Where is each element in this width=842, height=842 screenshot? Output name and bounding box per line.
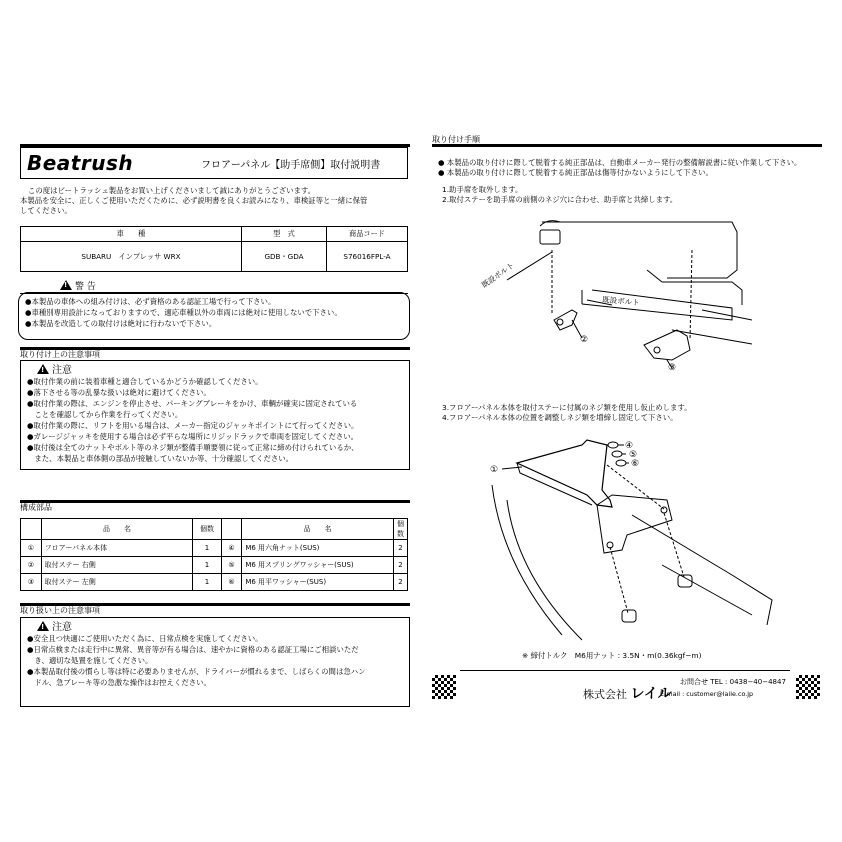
contact-email: E-mail : customer@laile.co.jp bbox=[660, 690, 754, 698]
part-qty: 1 bbox=[193, 540, 221, 557]
parts-header-qty: 個数 bbox=[394, 519, 408, 540]
company-prefix: 株式会社 bbox=[583, 688, 627, 701]
caution-item: ●取付作業の際に、リフトを用いる場合は、メーカー指定のジャッキポイントにて行ってください。 bbox=[27, 421, 359, 430]
section-rule bbox=[20, 500, 410, 503]
install-notes-title: 取り付け上の注意事項 bbox=[20, 350, 100, 359]
caution-item: ●安全且つ快適にご使用いただく為に、日常点検を実施してください。 bbox=[27, 634, 263, 643]
vehicle-header: 車 種 bbox=[21, 227, 242, 242]
part-qty: 2 bbox=[394, 557, 408, 574]
part-number: ⑥ bbox=[221, 574, 242, 591]
contact-tel: お問合せ TEL : 0438−40−4847 bbox=[680, 678, 786, 686]
caution-item: ●落下させる等の乱暴な扱いは絶対に避けてください。 bbox=[27, 388, 211, 397]
intro-line: この度はビートラッシュ製品をお買い上げくださいまして誠にありがとうございます。 bbox=[28, 186, 316, 195]
step-2: 2.取付ステーを助手席の前側のネジ穴に合わせ、助手席と共締します。 bbox=[442, 195, 678, 204]
part-number: ④ bbox=[221, 540, 242, 557]
caution-icon bbox=[37, 364, 49, 374]
part-name: M6 用スプリングワッシャー(SUS) bbox=[242, 557, 394, 574]
caution-item: ●日常点検または走行中に異常、異音等が有る場合は、速やかに資格のある認証工場にご相談いただ bbox=[27, 645, 359, 654]
step-1: 1.助手席を取外します。 bbox=[442, 185, 523, 194]
part-qty: 2 bbox=[394, 574, 408, 591]
caution-item: ●取付作業の際は、エンジンを停止させ、パーキングブレーキをかけ、車輌が確実に固定されている bbox=[27, 399, 358, 408]
procedure-steps-3-4 bbox=[442, 403, 692, 423]
part-number: ① bbox=[21, 540, 42, 557]
part-qty: 1 bbox=[193, 557, 221, 574]
caution-item: また、本製品と車体側の部品が接触していないか等、十分確認してください。 bbox=[27, 454, 294, 463]
title-box bbox=[20, 147, 408, 179]
parts-header-qty: 個数 bbox=[193, 519, 221, 540]
section-rule bbox=[432, 144, 822, 147]
table-row bbox=[21, 557, 408, 574]
part-number: ③ bbox=[21, 574, 42, 591]
parts-title: 構成部品 bbox=[20, 503, 52, 512]
part-name: M6 用六角ナット(SUS) bbox=[242, 540, 394, 557]
vehicle-table bbox=[20, 226, 408, 272]
product-code-header: 商品コード bbox=[327, 227, 408, 242]
vehicle-cell: SUBARU インプレッサ WRX bbox=[21, 242, 242, 272]
warning-title-text: 警 告 bbox=[75, 282, 96, 292]
caution-heading-text: 注意 bbox=[52, 622, 72, 633]
callout-4: ④ bbox=[625, 441, 634, 451]
procedure-notes bbox=[438, 158, 801, 178]
procedure-title: 取り付け手順 bbox=[432, 135, 480, 144]
warning-item: ●本製品の車体への組み付けは、必ず資格のある認証工場で行って下さい。 bbox=[25, 297, 276, 306]
floor-panel-diagram bbox=[432, 425, 822, 645]
procedure-note: ● 本製品の取り付けに際して脱着する純正部品は、自動車メーカー発行の整備解説書に従い作業して下さい。 bbox=[438, 158, 802, 167]
warning-icon bbox=[60, 280, 72, 290]
company-name bbox=[583, 683, 672, 703]
parts-header-name: 品 名 bbox=[242, 519, 394, 540]
qr-code-icon bbox=[796, 675, 820, 699]
part-qty: 1 bbox=[193, 574, 221, 591]
handling-notes-title: 取り扱い上の注意事項 bbox=[20, 606, 100, 615]
callout-3: ③ bbox=[668, 363, 677, 373]
part-name: 取付ステー 右側 bbox=[41, 557, 193, 574]
caution-item: ●ガレージジャッキを使用する場合は必ず平らな場所にリジッドラックで車両を固定してください。 bbox=[27, 432, 359, 441]
caution-item: ●本製品取付後の慣らし等は特に必要ありませんが、ドライバーが慣れるまで、しばらくの間は急ハン bbox=[27, 667, 366, 676]
step-4: 4.フロアーパネル本体の位置を調整しネジ類を増締し固定して下さい。 bbox=[442, 413, 678, 422]
callout-1: ① bbox=[490, 465, 499, 475]
warning-box bbox=[18, 292, 410, 340]
procedure-note: ● 本製品の取り付けに際して脱着する純正部品は傷等付かないようにして下さい。 bbox=[438, 168, 713, 177]
part-number: ⑤ bbox=[221, 557, 242, 574]
handling-caution-box bbox=[20, 617, 410, 707]
product-code-cell: S76016FPL-A bbox=[327, 242, 408, 272]
parts-table bbox=[20, 518, 408, 591]
page-title: フロアーパネル【助手席側】取付説明書 bbox=[201, 160, 381, 171]
intro-text bbox=[20, 186, 410, 216]
caution-item: ●取付後は全てのナットやボルト等のネジ類が整備手順要領に従って正常に締め付けられているか、 bbox=[27, 443, 359, 452]
seat-bracket-diagram bbox=[432, 210, 822, 390]
procedure-steps-1-2 bbox=[442, 185, 677, 205]
part-qty: 2 bbox=[394, 540, 408, 557]
callout-6: ⑥ bbox=[631, 459, 640, 469]
callout-5: ⑤ bbox=[629, 450, 638, 460]
part-name: M6 用平ワッシャー(SUS) bbox=[242, 574, 394, 591]
brand-logo: Beatrush bbox=[27, 151, 134, 175]
caution-item: き、適切な処置を施してください。 bbox=[27, 656, 153, 665]
callout-2: ② bbox=[580, 335, 589, 345]
caution-item: ことを確認してから作業を行ってください。 bbox=[27, 410, 183, 419]
caution-heading bbox=[37, 621, 403, 633]
table-row bbox=[21, 574, 408, 591]
caution-icon bbox=[37, 621, 49, 631]
step-3: 3.フロアーパネル本体を取付ステーに付属のネジ類を使用し仮止めします。 bbox=[442, 403, 692, 412]
install-caution-box bbox=[20, 360, 410, 470]
intro-line: してください。 bbox=[20, 206, 72, 215]
caution-heading-text: 注意 bbox=[52, 365, 72, 376]
model-cell: GDB・GDA bbox=[242, 242, 327, 272]
part-number: ② bbox=[21, 557, 42, 574]
caution-heading bbox=[37, 364, 403, 376]
footer-rule bbox=[460, 670, 790, 671]
qr-code-icon bbox=[432, 675, 456, 699]
caution-item: ●取付作業の前に装着車種と適合しているかどうか確認してください。 bbox=[27, 377, 263, 386]
part-name: フロアーパネル本体 bbox=[41, 540, 193, 557]
table-row bbox=[21, 540, 408, 557]
company-name-text: レイル bbox=[630, 686, 672, 702]
existing-bolt-label: 既設ボルト bbox=[601, 295, 640, 308]
intro-line: 本製品を安全に、正しくご使用いただくために、必ず説明書を良くお読みになり、車検証等と一緒に保管 bbox=[20, 196, 368, 205]
parts-header-name: 品 名 bbox=[41, 519, 193, 540]
model-header: 型 式 bbox=[242, 227, 327, 242]
warning-item: ●車種別専用設計になっておりますので、適応車種以外の車両には絶対に使用しないで下さい。 bbox=[25, 308, 342, 317]
caution-item: ドル、急ブレーキ等の急激な操作はお控えください。 bbox=[27, 678, 211, 687]
existing-bolt-label: 既設ボルト bbox=[479, 260, 516, 290]
part-name: 取付ステー 左側 bbox=[41, 574, 193, 591]
torque-note: ※ 締付トルク M6用ナット : 3.5N・m(0.36kgf−m) bbox=[522, 651, 702, 660]
warning-item: ●本製品を改造しての取付けは絶対に行わないで下さい。 bbox=[25, 319, 217, 328]
